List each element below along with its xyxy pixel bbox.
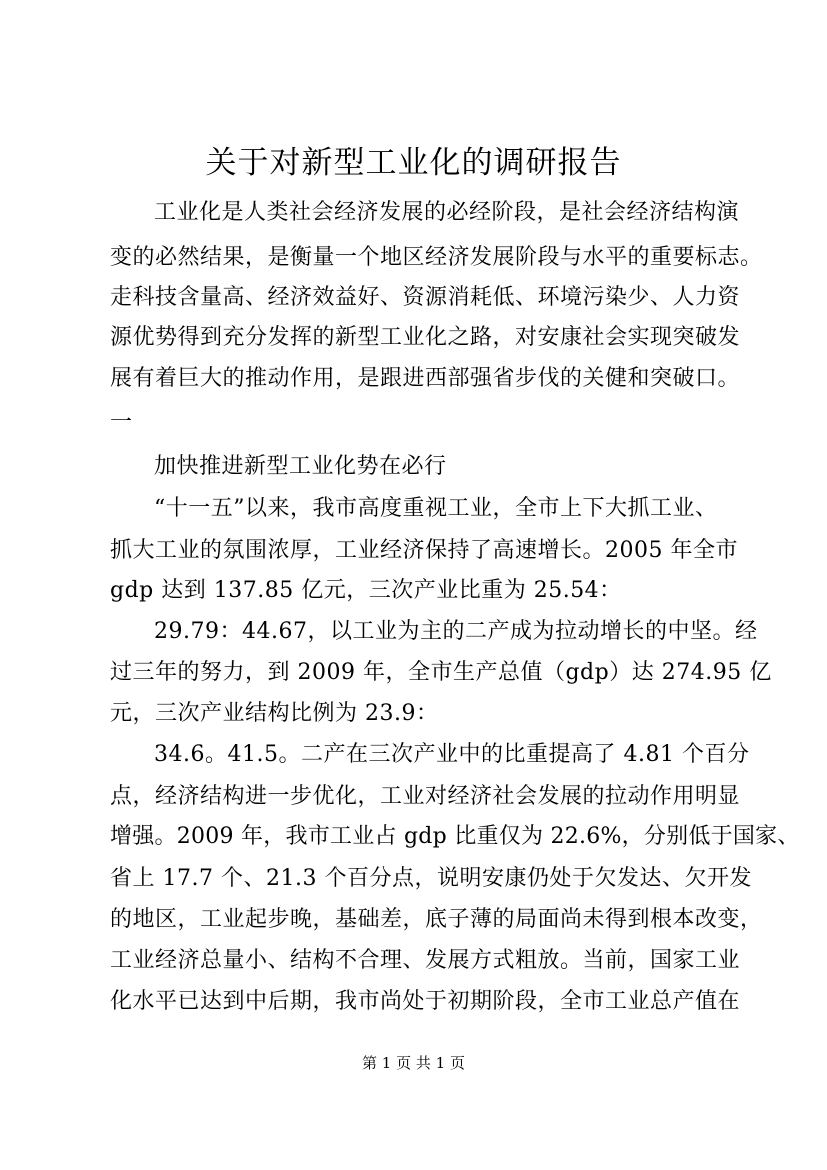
paragraph-line: 化水平已达到中后期，我市尚处于初期阶段，全市工业总产值在 — [110, 989, 741, 1014]
paragraph-line: 29.79：44.67，以工业为主的二产成为拉动增长的中坚。经 — [154, 619, 758, 644]
paragraph-line: 过三年的努力，到 2009 年，全市生产总值（gdp）达 274.95 亿 — [110, 660, 772, 685]
paragraph-line: 变的必然结果，是衡量一个地区经济发展阶段与水平的重要标志。 — [110, 245, 763, 270]
paragraph-line: 走科技含量高、经济效益好、资源消耗低、环境污染少、人力资 — [110, 285, 741, 310]
paragraph-line: 增强。2009 年，我市工业占 gdp 比重仅为 22.6%，分别低于国家、 — [110, 824, 800, 849]
paragraph-line: 的地区，工业起步晚，基础差，底子薄的局面尚未得到根本改变， — [110, 907, 763, 932]
document-title: 关于对新型工业化的调研报告 — [205, 145, 622, 181]
paragraph-line: 省上 17.7 个、21.3 个百分点，说明安康仍处于欠发达、欠开发 — [110, 866, 752, 891]
paragraph-line: 抓大工业的氛围浓厚，工业经济保持了高速增长。2005 年全市 — [110, 538, 738, 563]
paragraph-line: gdp 达到 137.85 亿元，三次产业比重为 25.54： — [110, 578, 622, 603]
section-number: 一 — [110, 410, 133, 435]
section-heading: 加快推进新型工业化势在必行 — [154, 454, 447, 479]
paragraph-line: 元，三次产业结构比例为 23.9： — [110, 701, 439, 726]
page-footer: 第 1 页 共 1 页 — [362, 1054, 465, 1072]
paragraph-line: 工业化是人类社会经济发展的必经阶段，是社会经济结构演 — [154, 200, 740, 225]
paragraph-line: “十一五”以来，我市高度重视工业，全市上下大抓工业、 — [154, 496, 718, 521]
paragraph-line: 点，经济结构进一步优化，工业对经济社会发展的拉动作用明显 — [110, 784, 741, 809]
paragraph-line: 工业经济总量小、结构不合理、发展方式粗放。当前，国家工业 — [110, 948, 741, 973]
paragraph-line: 展有着巨大的推动作用，是跟进西部强省步伐的关健和突破口。 — [110, 366, 741, 391]
paragraph-line: 34.6。41.5。二产在三次产业中的比重提高了 4.81 个百分 — [154, 742, 750, 767]
paragraph-line: 源优势得到充分发挥的新型工业化之路，对安康社会实现突破发 — [110, 325, 741, 350]
